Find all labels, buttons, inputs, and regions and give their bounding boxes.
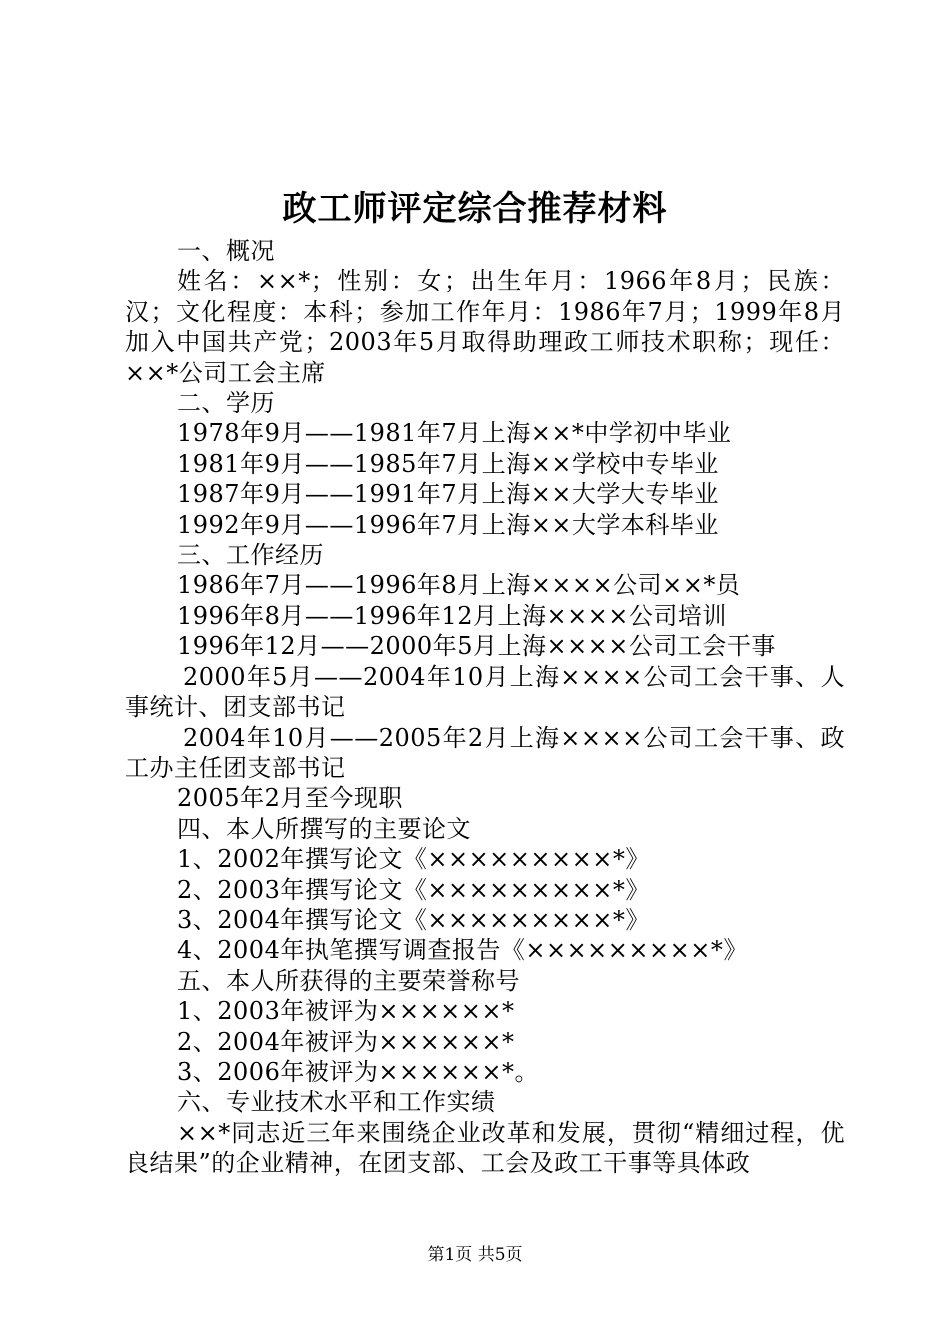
paragraph: 3、2004年撰写论文《×××××××××*》 — [177, 905, 650, 934]
document-body — [125, 236, 845, 1179]
paragraph: 3、2006年被评为××××××*。 — [177, 1057, 540, 1086]
paragraph: ××*同志近三年来围绕企业改革和发展，贯彻“精细过程，优良结果”的企业精神，在团支部、工会及政工干事等具体政 — [125, 1118, 845, 1178]
page-footer: 第1页 共5页 — [427, 1245, 523, 1265]
paragraph: 1992年9月——1996年7月上海××大学本科毕业 — [177, 510, 719, 539]
paragraph: 1996年12月——2000年5月上海××××公司工会干事 — [177, 632, 776, 661]
paragraph: 1996年8月——1996年12月上海××××公司培训 — [177, 601, 727, 630]
paragraph: 2、2003年撰写论文《×××××××××*》 — [177, 875, 650, 904]
paragraph: 三、工作经历 — [177, 541, 324, 570]
paragraph: 2005年2月至今现职 — [177, 784, 403, 813]
paragraph: 四、本人所撰写的主要论文 — [177, 814, 471, 843]
paragraph: 2、2004年被评为××××××* — [177, 1027, 515, 1056]
paragraph: 一、概况 — [177, 237, 275, 265]
paragraph: 2004年10月——2005年2月上海××××公司工会干事、政工办主任团支部书记 — [125, 723, 845, 782]
paragraph: 1、2003年被评为××××××* — [177, 997, 515, 1026]
paragraph: 1978年9月——1981年7月上海××*中学初中毕业 — [177, 419, 732, 448]
paragraph: 1987年9月——1991年7月上海××大学大专毕业 — [177, 480, 719, 509]
paragraph: 1、2002年撰写论文《×××××××××*》 — [177, 845, 650, 874]
paragraph: 五、本人所获得的主要荣誉称号 — [177, 966, 520, 995]
paragraph: 2000年5月——2004年10月上海××××公司工会干事、人事统计、团支部书记 — [125, 662, 845, 722]
paragraph: 1986年7月——1996年8月上海××××公司××*员 — [177, 571, 741, 600]
paragraph: 六、专业技术水平和工作实绩 — [177, 1088, 496, 1117]
paragraph: 4、2004年执笔撰写调查报告《×××××××××*》 — [177, 936, 748, 965]
paragraph: 1981年9月——1985年7月上海××学校中专毕业 — [177, 449, 719, 478]
paragraph: 二、学历 — [177, 389, 275, 418]
paragraph: 姓名：××*；性别：女；出生年月：1966年8月；民族：汉；文化程度：本科；参加工作年月：1986年7月；1999年8月加入中国共产党；2003年5月取得助理政工师技术职称；现任：××*公司工会主席 — [125, 267, 845, 387]
document-title: 政工师评定综合推荐材料 — [282, 189, 668, 229]
